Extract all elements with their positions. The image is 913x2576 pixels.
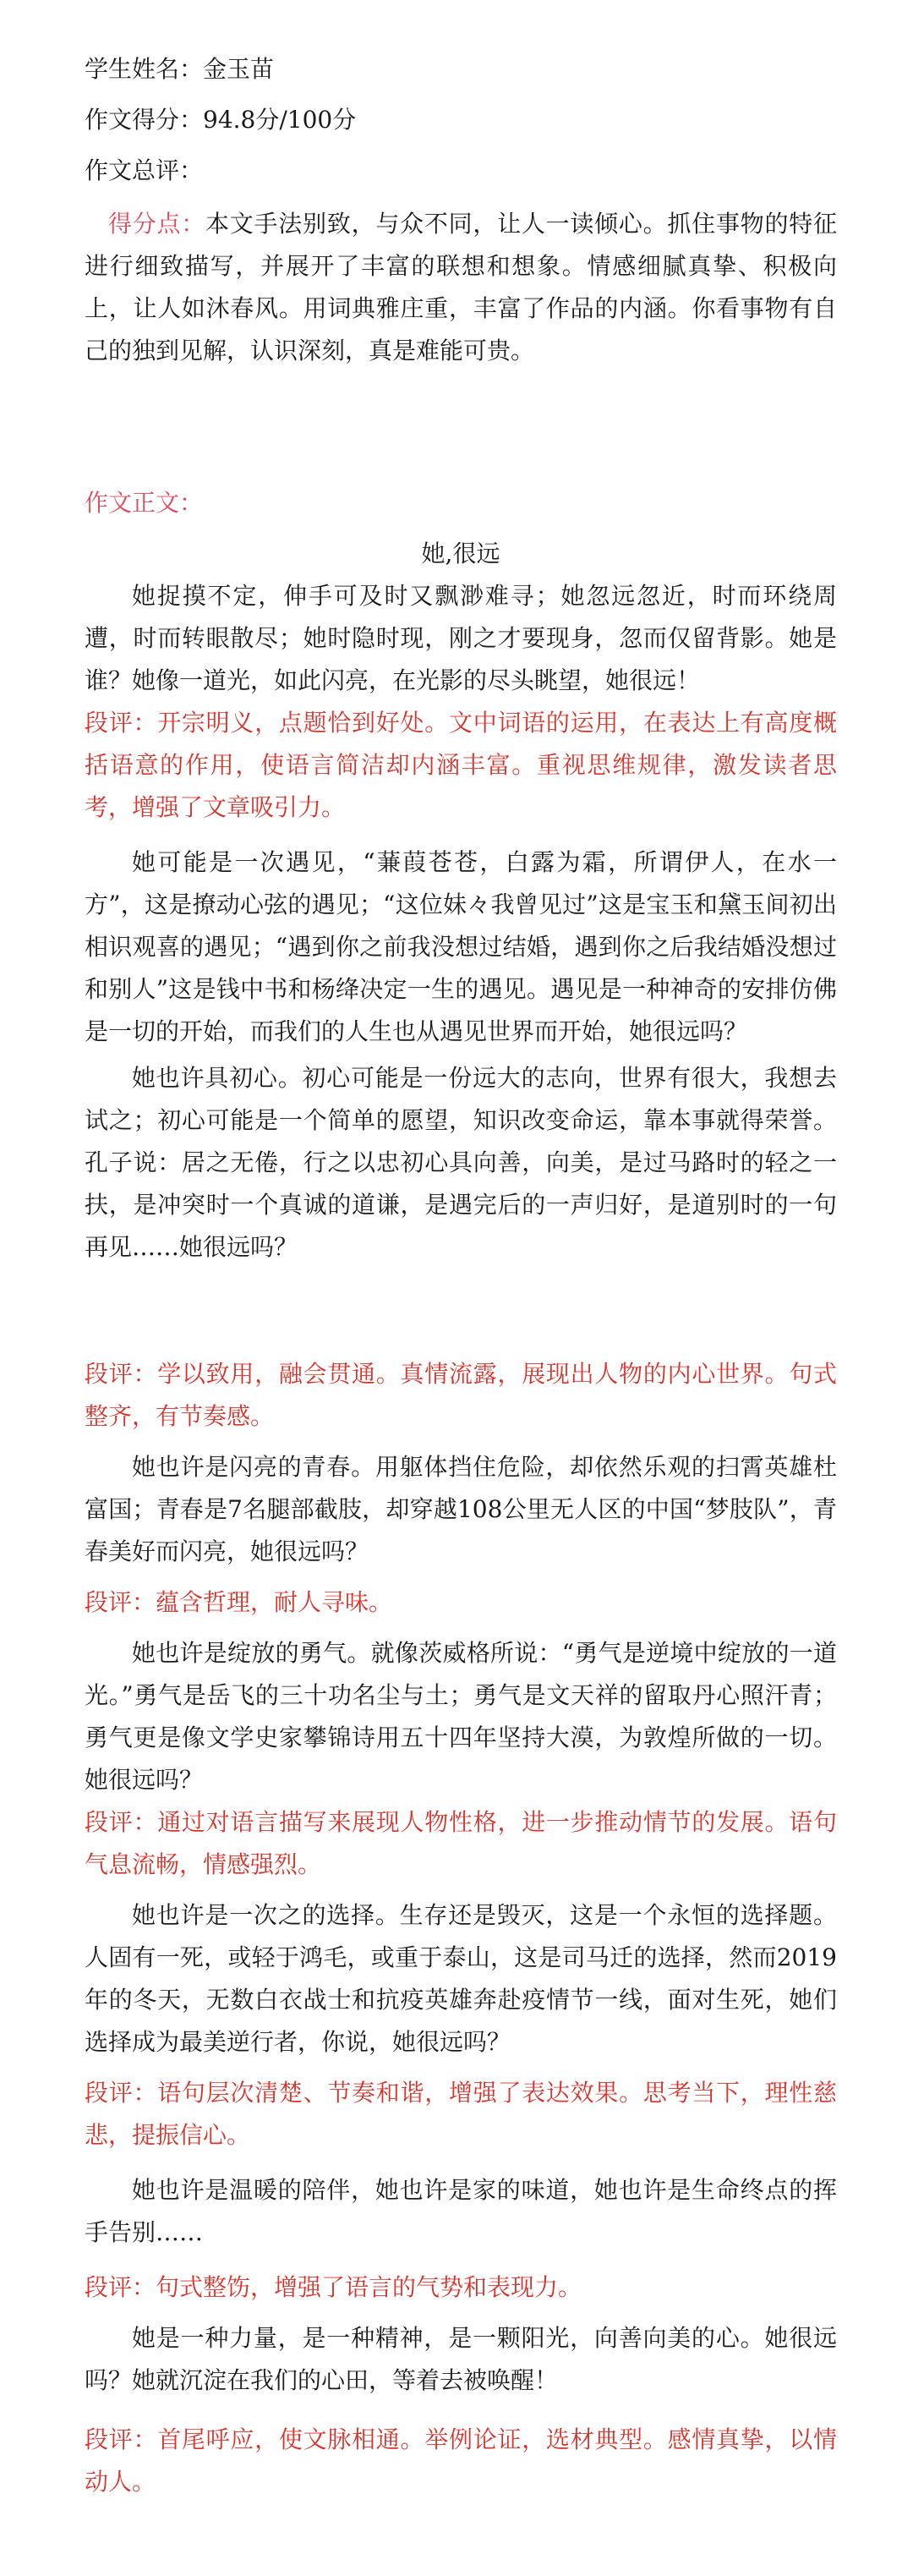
comment-label: 段评： xyxy=(85,709,158,737)
comment-label: 段评： xyxy=(85,1808,158,1836)
comment-text: 首尾呼应，使文脉相通。举例论证，选材典型。感情真挚，以情动人。 xyxy=(85,2425,837,2496)
paragraph-comment-4 xyxy=(85,1581,837,1624)
comment-label: 段评： xyxy=(85,1588,156,1616)
essay-paragraph-4: 她也许是闪亮的青春。用躯体挡住危险，却依然乐观的扫霄英雄杜富国；青春是7名腿部截肢，却穿越108公里无人区的中国“梦肢队”，青春美好而闪亮，她很远吗？ xyxy=(85,1453,837,1565)
essay-paragraph-1: 她捉摸不定，伸手可及时又飘渺难寻；她忽远忽近，时而环绕周遭，时而转眼散尽；她时隐时现，刚之才要现身，忽而仅留背影。她是谁？她像一道光，如此闪亮，在光影的尽头眺望，她很远！ xyxy=(85,582,837,694)
summary-label: 作文总评： xyxy=(85,156,204,184)
paragraph-comment-3 xyxy=(85,1353,837,1438)
comment-label: 段评： xyxy=(85,1360,158,1388)
essay-paragraph-3: 她也许具初心。初心可能是一份远大的志向，世界有很大，我想去试之；初心可能是一个简单的愿望，知识改变命运，靠本事就得荣誉。孔子说：居之无倦，行之以忠初心具向善，向美，是过马路时的轻之一扶，是冲突时一个真诚的道谦，是遇完后的一声归好，是道别时的一句再见……她很远吗？ xyxy=(85,1064,837,1261)
score-line xyxy=(85,103,837,137)
student-name: 金玉苗 xyxy=(203,55,275,83)
paragraph-comment-7 xyxy=(85,2266,837,2309)
comment-label: 段评： xyxy=(85,2425,158,2453)
summary-text: 本文手法别致，与众不同，让人一读倾心。抓住事物的特征进行细致描写，并展开了丰富的联想和想象。情感细腻真挚、积极向上，让人如沐春风。用词典雅庄重，丰富了作品的内涵。你看事物有自己的独到见解，认识深刻，真是难能可贵。 xyxy=(85,210,837,364)
essay-paragraph-6: 她也许是一次之的选择。生存还是毁灭，这是一个永恒的选择题。人固有一死，或轻于鸿毛，或重于泰山，这是司马迁的选择，然而2019年的冬天，无数白衣战士和抗疫英雄奔赴疫情节一线，面对生死，她们选择成为最美逆行者，你说，她很远吗？ xyxy=(85,1901,837,2056)
student-name-line xyxy=(85,52,837,86)
score-label: 作文得分： xyxy=(85,106,204,134)
essay-paragraph-2: 她可能是一次遇见，“蒹葭苍苍，白露为霜，所谓伊人，在水一方”，这是撩动心弦的遇见；“这位妹々我曾见过”这是宝玉和黛玉间初出相识观喜的遇见；“遇到你之前我没想过结婚，遇到你之后我结婚没想过和别人”这是钱中书和杨绛决定一生的遇见。遇见是一种神奇的安排仿佛是一切的开始，而我们的人生也从遇见世界而开始，她很远吗？ xyxy=(85,848,837,1045)
comment-text: 学以致用，融会贯通。真情流露，展现出人物的内心世界。句式整齐，有节奏感。 xyxy=(85,1360,837,1430)
comment-text: 开宗明义，点题恰到好处。文中词语的运用，在表达上有高度概括语意的作用，使语言简洁却内涵丰富。重视思维规律，激发读者思考，增强了文章吸引力。 xyxy=(85,709,837,821)
comment-label: 段评： xyxy=(85,2079,158,2107)
score-value: 94.8分/100分 xyxy=(203,106,357,134)
student-name-label: 学生姓名： xyxy=(85,55,204,83)
comment-text: 通过对语言描写来展现人物性格，进一步推动情节的发展。语句气息流畅，情感强烈。 xyxy=(85,1808,837,1878)
comment-text: 句式整饬，增强了语言的气势和表现力。 xyxy=(156,2273,582,2301)
summary-points-label: 得分点： xyxy=(108,210,206,238)
essay-paragraph-8: 她是一种力量，是一种精神，是一颗阳光，向善向美的心。她很远吗？她就沉淀在我们的心田，等着去被唤醒！ xyxy=(85,2324,837,2394)
paragraph-comment-6 xyxy=(85,2072,837,2157)
comment-text: 蕴含哲理，耐人寻味。 xyxy=(156,1588,393,1616)
paragraph-comment-5 xyxy=(85,1801,837,1886)
paragraph-comment-1 xyxy=(85,702,837,829)
essay-section-label: 作文正文： xyxy=(85,489,204,517)
essay-paragraph-7: 她也许是温暖的陪伴，她也许是家的味道，她也许是生命终点的挥手告别…… xyxy=(85,2176,837,2246)
comment-label: 段评： xyxy=(85,2273,156,2301)
paragraph-comment-8 xyxy=(85,2419,837,2503)
summary-heading xyxy=(85,154,837,188)
essay-title: 她,很远 xyxy=(421,540,500,567)
essay-paragraph-5: 她也许是绽放的勇气。就像茨威格所说：“勇气是逆境中绽放的一道光。”勇气是岳飞的三十功名尘与土；勇气是文天祥的留取丹心照汗青；勇气更是像文学史家攀锦诗用五十四年坚持大漠，为敦煌所做的一切。她很远吗？ xyxy=(85,1639,837,1794)
comment-text: 语句层次清楚、节奏和谐，增强了表达效果。思考当下，理性慈悲，提振信心。 xyxy=(85,2079,837,2149)
overall-comment xyxy=(85,203,837,372)
